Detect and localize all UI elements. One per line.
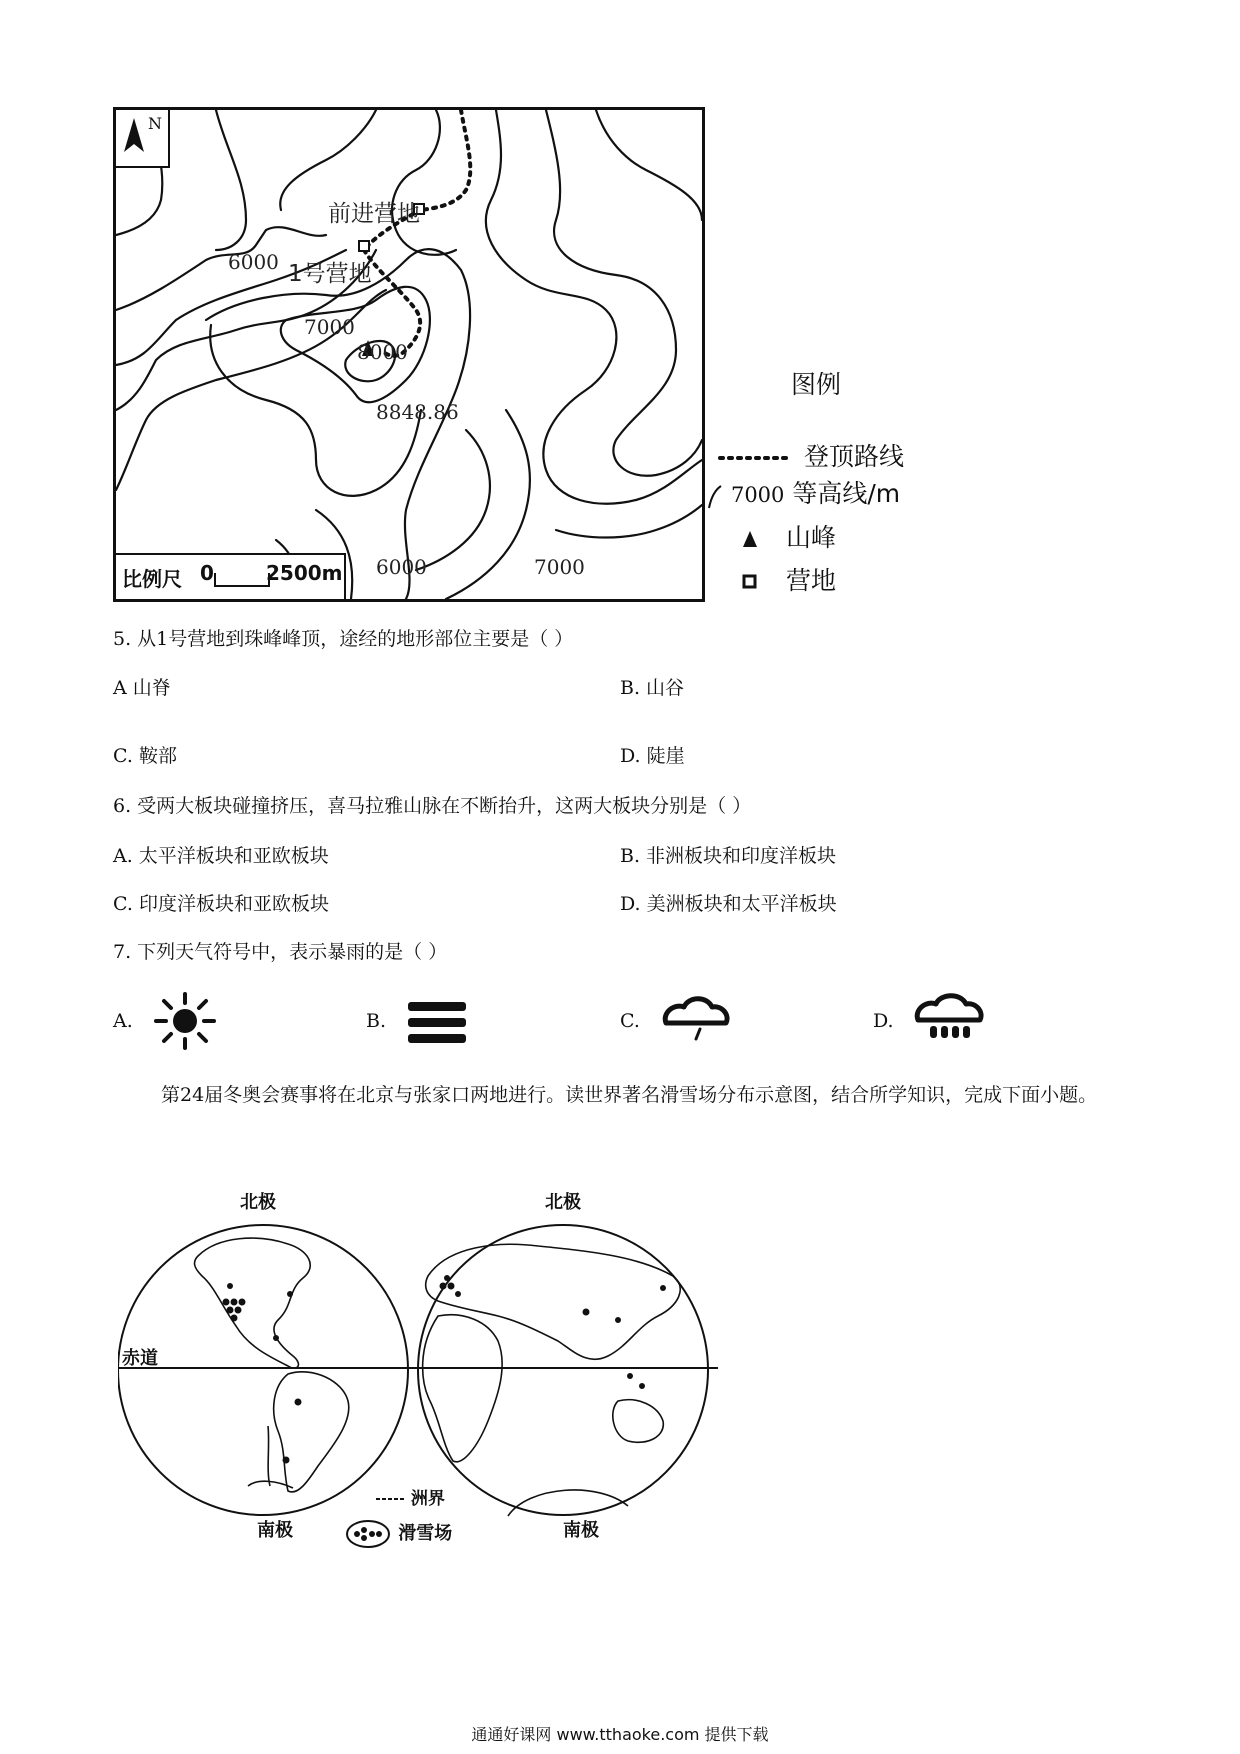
legend-ski-label: 滑雪场 — [398, 1523, 453, 1544]
legend-boundary-label: 洲界 — [410, 1489, 445, 1509]
sun-icon — [150, 992, 220, 1050]
contour-6000-bottom-label: 6000 — [376, 555, 427, 579]
legend-contour-label: 等高线/m — [792, 479, 901, 508]
contour-6000-left-label: 6000 — [228, 250, 279, 274]
camp-square-icon — [740, 572, 760, 592]
south-pole-right-label: 南极 — [563, 1520, 599, 1541]
north-pole-left-label: 北极 — [240, 1192, 276, 1213]
scale-bar — [116, 553, 346, 599]
legend-boundary-row — [375, 1484, 445, 1509]
light-rain-icon — [660, 993, 732, 1045]
legend-peak-row — [740, 518, 836, 554]
question-5-option-c: C. 鞍部 — [113, 745, 177, 767]
legend-camp-label: 营地 — [785, 566, 836, 595]
legend-contour-sample: 7000 — [730, 483, 785, 507]
forward-camp-label: 前进营地 — [328, 201, 420, 227]
north-label: N — [148, 114, 162, 133]
legend-camp-row — [740, 561, 836, 597]
question-5-stem: 5. 从1号营地到珠峰峰顶，途经的地形部位主要是（ ） — [113, 628, 574, 650]
legend-title: 图例 — [791, 370, 842, 399]
reading-passage: 第24届冬奥会赛事将在北京与张家口两地进行。读世界著名滑雪场分布示意图，结合所学知识，完成下面小题。 — [161, 1084, 1098, 1106]
question-6-stem: 6. 受两大板块碰撞挤压，喜马拉雅山脉在不断抬升，这两大板块分别是（ ） — [113, 795, 752, 817]
question-6-option-c: C. 印度洋板块和亚欧板块 — [113, 893, 329, 915]
legend-route-label: 登顶路线 — [803, 442, 904, 471]
question-7-option-b: B. — [366, 1010, 387, 1032]
heavy-rain-icon — [912, 990, 988, 1048]
legend-peak-label: 山峰 — [785, 523, 836, 552]
legend-route-row — [718, 437, 904, 473]
question-7-option-a: A. — [113, 1010, 133, 1032]
scale-title: 比例尺 — [122, 567, 182, 591]
boundary-line-icon — [375, 1495, 405, 1503]
topographic-map — [113, 107, 705, 602]
equator-label: 赤道 — [122, 1348, 158, 1369]
camp1-marker — [359, 241, 369, 251]
legend-ski-row — [344, 1518, 452, 1550]
question-7-stem: 7. 下列天气符号中，表示暴雨的是（ ） — [113, 941, 448, 963]
contour-line-icon — [707, 480, 723, 510]
question-5-option-a: A 山脊 — [113, 677, 171, 699]
north-arrow — [116, 110, 170, 168]
question-5-option-b: B. 山谷 — [620, 677, 685, 699]
camp1-label: 1号营地 — [288, 261, 372, 287]
contour-8000-label: 8000 — [357, 340, 408, 364]
scale-zero: 0 — [200, 561, 214, 585]
ski-resort-icon — [344, 1518, 392, 1550]
contour-7000-label: 7000 — [304, 315, 355, 339]
peak-triangle-icon — [740, 529, 760, 549]
dotted-line-icon — [718, 452, 788, 464]
question-6-option-a: A. 太平洋板块和亚欧板块 — [113, 845, 329, 867]
legend-contour-row — [707, 474, 900, 510]
north-pole-right-label: 北极 — [545, 1192, 581, 1213]
question-6-option-d: D. 美洲板块和太平洋板块 — [620, 893, 837, 915]
scale-length: 2500m — [266, 561, 343, 585]
summit-elevation-label: 8848.86 — [376, 400, 459, 424]
scale-bar-line — [214, 573, 270, 587]
world-ski-resort-map — [118, 1216, 718, 1526]
contour-lines — [116, 110, 702, 599]
question-7-option-d: D. — [873, 1010, 894, 1032]
question-7-option-c: C. — [620, 1010, 640, 1032]
contour-7000-bottom-label: 7000 — [534, 555, 585, 579]
question-5-option-d: D. 陡崖 — [620, 745, 685, 767]
south-pole-left-label: 南极 — [257, 1520, 293, 1541]
page-footer: 通通好课网 www.tthaoke.com 提供下载 — [471, 1725, 769, 1744]
question-6-option-b: B. 非洲板块和印度洋板块 — [620, 845, 837, 867]
fog-icon — [406, 998, 468, 1048]
